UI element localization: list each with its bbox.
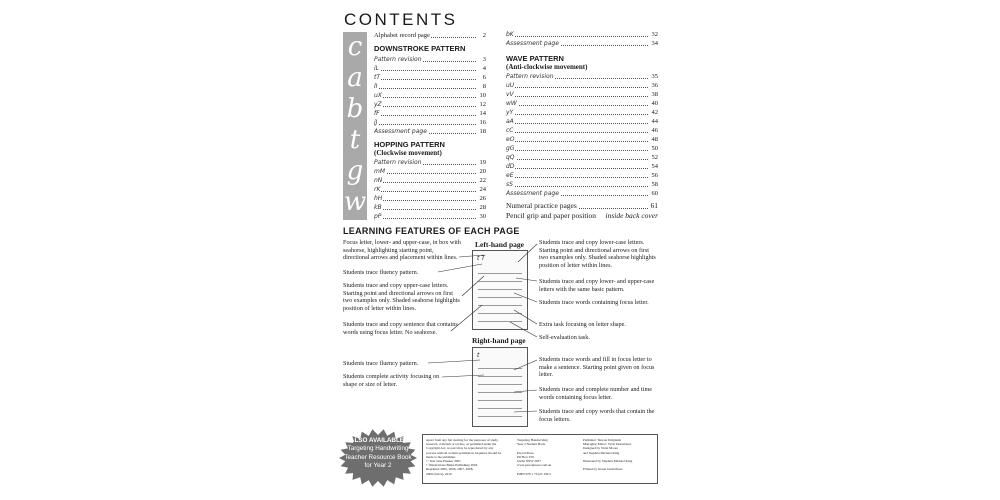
also-available-badge[interactable] [338, 428, 418, 488]
toc-entry-page: 2 [482, 32, 486, 39]
feature-note: Extra task focusing on letter shape. [539, 321, 626, 328]
toc-entry[interactable]: Pattern revision 35 [506, 73, 658, 80]
leader-lines [338, 0, 662, 500]
page-title: CONTENTS [344, 10, 458, 29]
left-hand-page-label: Left-hand page [475, 240, 524, 249]
contents-page [338, 0, 662, 500]
strip-letter: w [343, 187, 367, 217]
toc-entry[interactable]: cC 46 [506, 127, 658, 134]
feature-note: Students trace and complete number and time words containing focus letter. [539, 386, 653, 401]
feature-note: Students trace and copy words that contain the focus letters. [539, 408, 655, 423]
section-heading-hopping: HOPPING PATTERN [374, 140, 445, 149]
feature-note: Students trace words containing focus letter. [539, 299, 649, 306]
toc-entry[interactable]: Pattern revision 19 [374, 159, 486, 166]
toc-entry[interactable]: bK 32 [506, 31, 658, 38]
strip-letter: b [346, 94, 364, 124]
feature-note: Students trace and copy lower- and upper-case letters with the same basic pattern. [539, 278, 655, 293]
toc-entry[interactable]: Assessment page 34 [506, 40, 658, 47]
feature-note: Students trace fluency pattern. [343, 360, 419, 367]
section-subheading-hopping: (Clockwise movement) [374, 149, 442, 157]
feature-note: Students trace and copy lower-case letters. Starting point and directional arrows on first two examples only. Shaded seahorse highlights position of letter within lines. [539, 239, 656, 269]
toc-entry[interactable]: sS 58 [506, 181, 658, 188]
toc-entry[interactable]: yZ 12 [374, 101, 486, 108]
toc-entry[interactable]: hH 26 [374, 195, 486, 202]
section-heading-wave: WAVE PATTERN [506, 54, 564, 63]
toc-entry[interactable]: rK 24 [374, 186, 486, 193]
toc-entry[interactable]: eE 56 [506, 172, 658, 179]
toc-entry[interactable]: uX 10 [374, 92, 486, 99]
toc-entry[interactable]: wW 40 [506, 100, 658, 107]
feature-note: Students trace fluency pattern. [343, 269, 419, 276]
toc-entry[interactable]: lI 8 [374, 83, 486, 90]
toc-entry[interactable]: uU 36 [506, 82, 658, 89]
feature-note: Students trace and copy sentence that contains words using focus letter. No seahorse. [343, 321, 458, 336]
feature-note: Focus letter, lower- and upper-case, in box with seahorse, highlighting starting point, directional arrows and placement within lines. [343, 239, 461, 261]
feature-note: Students complete activity focusing on shape or size of letter. [343, 373, 440, 388]
toc-entry[interactable]: mM 20 [374, 168, 486, 175]
publisher-column: Targeting Handwriting Year 2 Student Book Pascal Press PO Box 250 Glebe NSW 2037 www.pascalpress.com.au ISBN 978 1 74125 199 2 [517, 438, 552, 476]
feature-note: Students trace and copy upper-case letters. Starting point and directional arrows on first two examples only. Shaded seahorse highlights position of letter within lines. [343, 282, 460, 312]
section-heading-downstroke: DOWNSTROKE PATTERN [374, 44, 466, 53]
strip-letter: a [347, 63, 363, 93]
thumbnail-title: t [477, 352, 480, 359]
copyright-column: Apart from any fair dealing for the purposes of study, research, criticism or review, as permitted under the Copyright Act, no part may be reproduced by any process without written permission. Inquiries should be made to the publisher. © Text Jane Pinsker 2001 © Illustrations Blake Publishing 2004 Reprinted 2005, 2006, 2007, 2008, 2009 (twice), 2010 [426, 438, 502, 476]
toc-entry[interactable]: Pattern revision 3 [374, 56, 486, 63]
toc-entry[interactable]: yY 42 [506, 109, 658, 116]
right-hand-page-label: Right-hand page [472, 336, 526, 345]
badge-text: ALSO AVAILABLE! Targeting Handwriting Teacher Resource Book for Year 2 [344, 437, 412, 470]
section-subheading-wave: (Anti-clockwise movement) [506, 63, 588, 71]
thumbnail-title: t T [477, 255, 485, 262]
feature-note: Self-evaluation task. [539, 334, 590, 341]
toc-entry[interactable]: fF 14 [374, 110, 486, 117]
learning-features-heading: LEARNING FEATURES OF EACH PAGE [343, 226, 520, 236]
toc-entry-label: Alphabet record page [374, 32, 430, 39]
toc-entry[interactable]: qQ 52 [506, 154, 658, 161]
toc-entry[interactable]: Pencil grip and paper position inside back cover [506, 211, 658, 220]
toc-entry[interactable]: vV 38 [506, 91, 658, 98]
toc-entry[interactable]: nN 22 [374, 177, 486, 184]
toc-entry[interactable]: Numeral practice pages 61 [506, 201, 658, 210]
strip-letter: c [347, 32, 363, 62]
toc-entry[interactable]: tT 6 [374, 74, 486, 81]
strip-letter: g [346, 156, 364, 186]
toc-entry[interactable]: eO 48 [506, 136, 658, 143]
toc-entry[interactable]: dD 54 [506, 163, 658, 170]
toc-entry[interactable]: gG 50 [506, 145, 658, 152]
toc-entry[interactable]: kB 28 [374, 204, 486, 211]
toc-entry[interactable]: Assessment page 18 [374, 128, 486, 135]
credits-column: Publisher: Sharon Dalgleish Managing Editor: Vivia Dessaberes Designed by Vicki Moore and Stephen Michael King Illustrated by Stephen Michael King Printed by Green Giant Press [583, 438, 633, 472]
strip-letter: t [349, 125, 361, 155]
toc-entry[interactable]: jJ 16 [374, 119, 486, 126]
toc-entry[interactable]: aA 44 [506, 118, 658, 125]
publication-details [422, 434, 658, 484]
toc-entry[interactable]: Assessment page 60 [506, 190, 658, 197]
feature-note: Students trace words and fill in focus letter to make a sentence. Starting point given on focus letter. [539, 356, 655, 378]
toc-entry[interactable]: pP 30 [374, 213, 486, 220]
toc-entry[interactable]: iL 4 [374, 65, 486, 72]
